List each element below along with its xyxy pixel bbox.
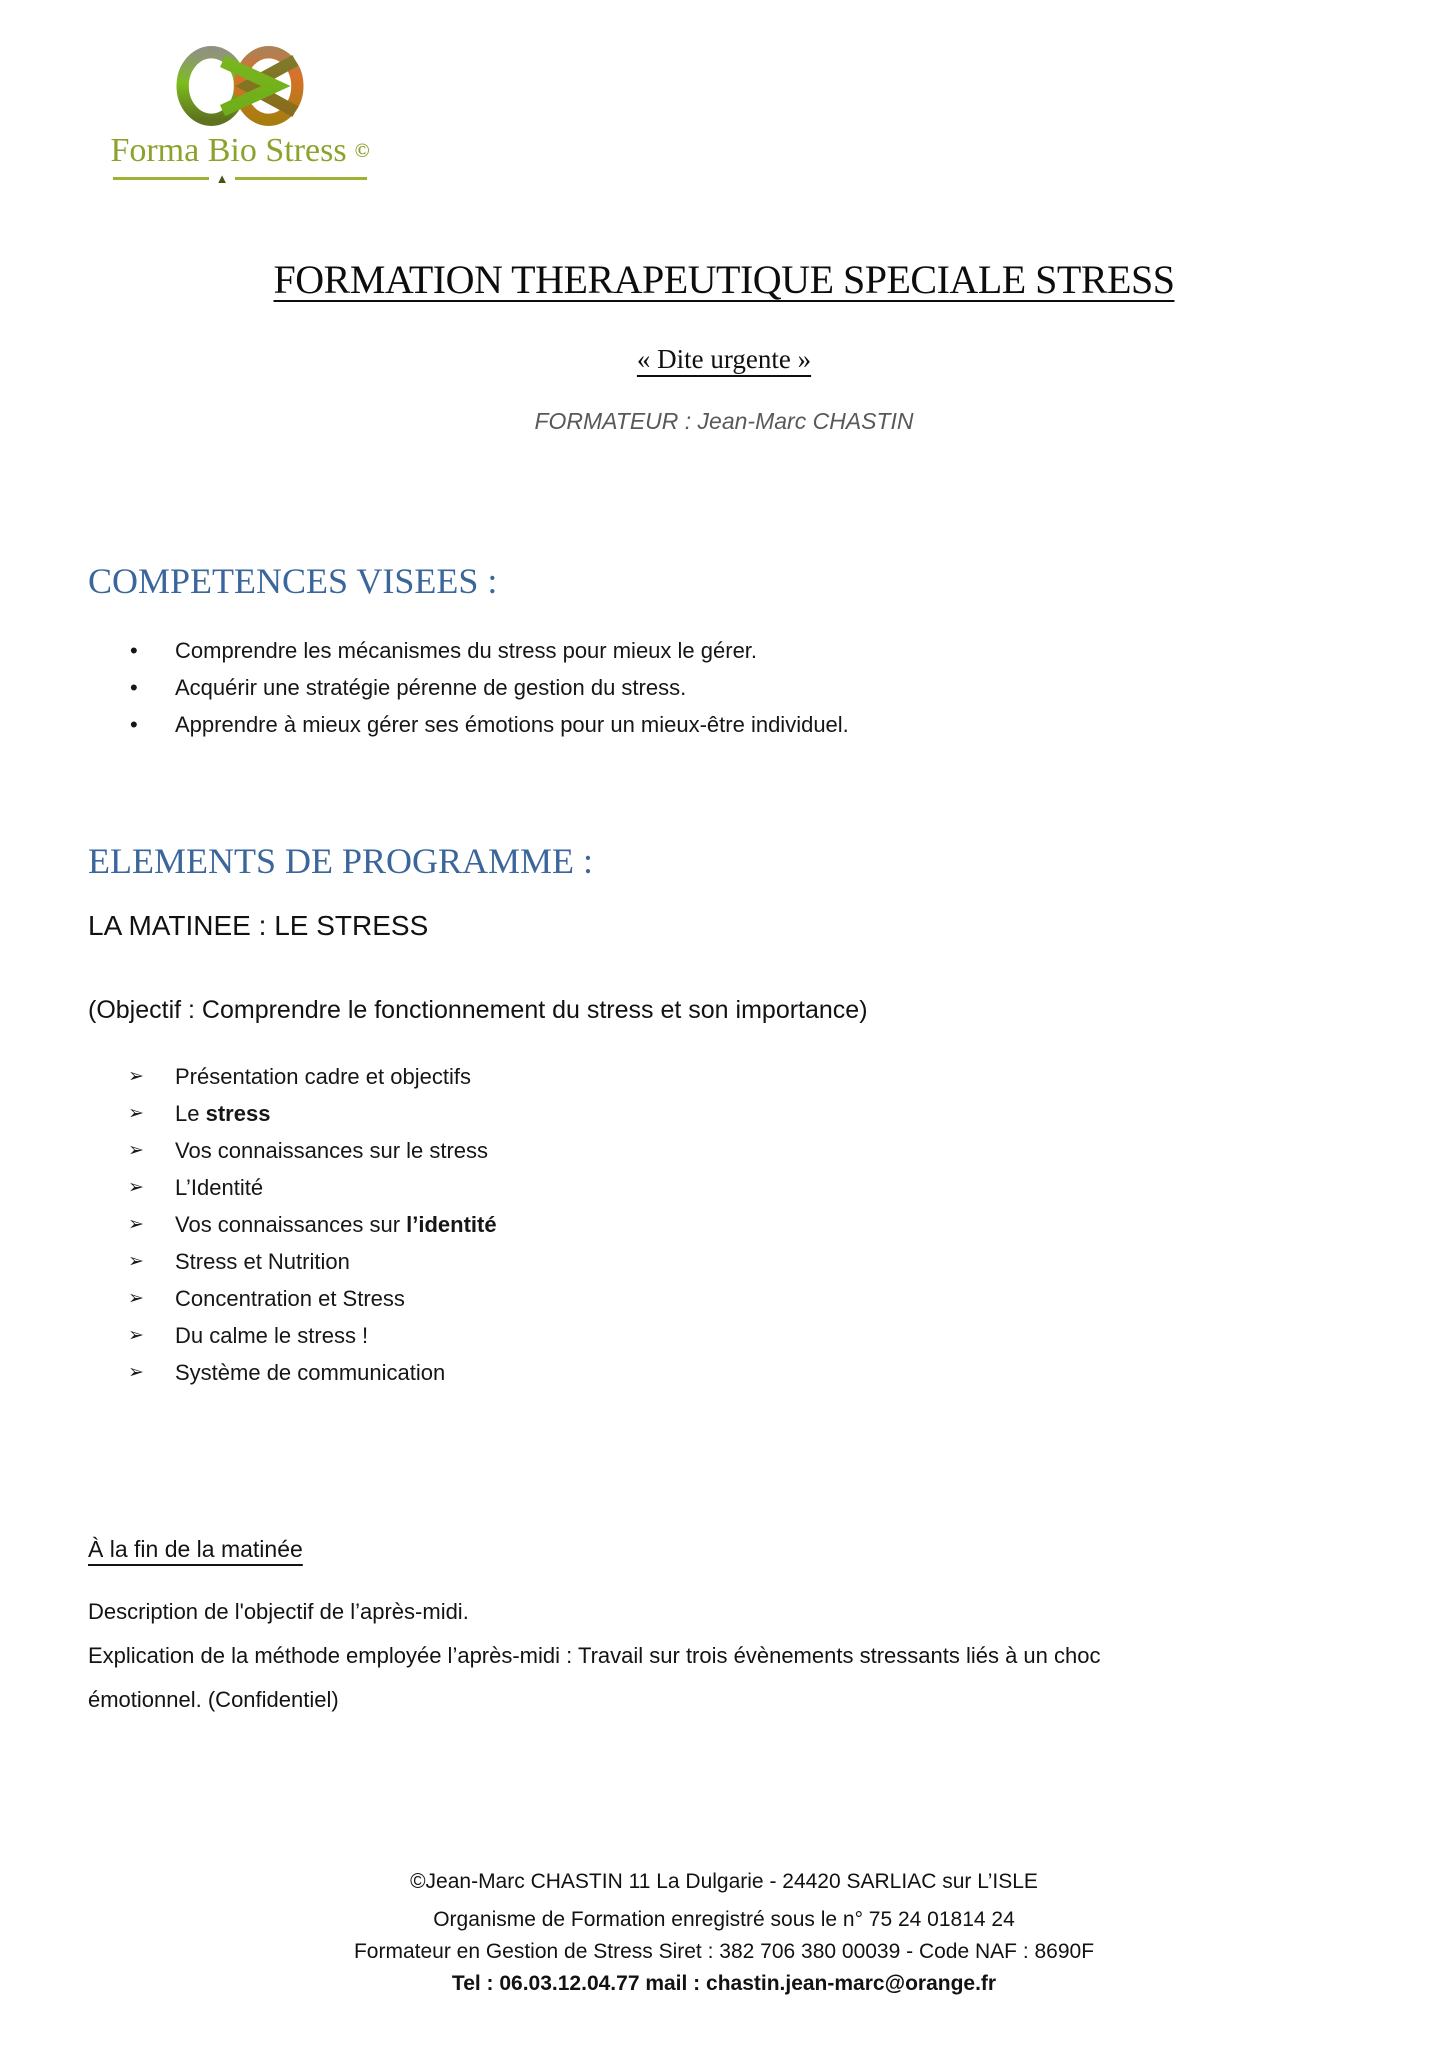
list-item-text: Vos connaissances sur l’identité (175, 1212, 497, 1237)
arrow-bullet-icon: ➢ (128, 1325, 144, 1346)
infinity-loops-icon (174, 44, 306, 128)
trainer-line: FORMATEUR : Jean-Marc CHASTIN (534, 408, 914, 434)
page-title: FORMATION THERAPEUTIQUE SPECIALE STRESS (273, 257, 1175, 302)
copyright-mark: © (354, 140, 370, 162)
arrow-bullet-icon: ➢ (128, 1177, 144, 1198)
footer-contact: Tel : 06.03.12.04.77 mail : chastin.jean-marc@orange.fr (451, 1972, 997, 1995)
list-item-text: Acquérir une stratégie pérenne de gestion du stress. (175, 675, 687, 700)
programme-list (128, 1058, 497, 1391)
arrow-bullet-icon: ➢ (128, 1214, 144, 1235)
list-item (128, 1169, 497, 1206)
footer-line: ©Jean-Marc CHASTIN 11 La Dulgarie - 24420 SARLIAC sur L’ISLE (410, 1870, 1038, 1893)
arrow-bullet-icon: ➢ (128, 1251, 144, 1272)
logo-underline (100, 172, 380, 185)
list-item-text: L’Identité (175, 1175, 264, 1200)
bullet-icon: • (130, 712, 138, 737)
bullet-icon: • (130, 675, 138, 700)
list-item (128, 1058, 497, 1095)
heading-competences: COMPETENCES VISEES : (88, 561, 498, 601)
objective-line: (Objectif : Comprendre le fonctionnement du stress et son importance) (88, 996, 868, 1024)
list-item-text: Du calme le stress ! (175, 1323, 369, 1348)
list-item (128, 1132, 497, 1169)
paragraph-line: Description de l'objectif de l’après-midi. (88, 1599, 469, 1624)
list-item (130, 632, 849, 669)
list-item-text: Système de communication (175, 1360, 446, 1385)
footer (0, 1866, 1448, 2000)
session-title: LA MATINEE : LE STRESS (88, 910, 429, 941)
paragraph-line: Explication de la méthode employée l’après-midi : Travail sur trois évènements stressants liés à un choc (88, 1643, 1101, 1668)
heading-programme: ELEMENTS DE PROGRAMME : (88, 841, 594, 881)
list-item (130, 706, 849, 743)
bullet-icon: • (130, 638, 138, 663)
list-item-text: Apprendre à mieux gérer ses émotions pour un mieux-être individuel. (175, 712, 849, 737)
arrow-bullet-icon: ➢ (128, 1288, 144, 1309)
arrow-bullet-icon: ➢ (128, 1066, 144, 1087)
list-item (128, 1280, 497, 1317)
subtitle: « Dite urgente » (636, 344, 812, 374)
list-item-text: Le stress (175, 1101, 271, 1126)
arrow-bullet-icon: ➢ (128, 1140, 144, 1161)
list-item-text: Vos connaissances sur le stress (175, 1138, 489, 1163)
list-item (128, 1095, 497, 1132)
footer-line: Organisme de Formation enregistré sous le n° 75 24 01814 24 (433, 1908, 1015, 1931)
list-item-text: Concentration et Stress (175, 1286, 405, 1311)
list-item-text: Comprendre les mécanismes du stress pour mieux le gérer. (175, 638, 758, 663)
list-item-text: Présentation cadre et objectifs (175, 1064, 471, 1089)
list-item (128, 1243, 497, 1280)
list-item (128, 1354, 497, 1391)
competences-list (130, 632, 849, 743)
paragraph-line: émotionnel. (Confidentiel) (88, 1687, 339, 1712)
list-item (128, 1317, 497, 1354)
triangle-icon: ▲ (215, 171, 229, 186)
footer-line: Formateur en Gestion de Stress Siret : 382 706 380 00039 - Code NAF : 8690F (353, 1940, 1095, 1963)
fin-matinee-paragraphs (88, 1590, 1380, 1722)
heading-fin-matinee: À la fin de la matinée (88, 1536, 303, 1562)
logo-text: Forma Bio Stress © (110, 132, 370, 169)
arrow-bullet-icon: ➢ (128, 1103, 144, 1124)
logo (100, 44, 380, 185)
arrow-bullet-icon: ➢ (128, 1362, 144, 1383)
list-item-text: Stress et Nutrition (175, 1249, 350, 1274)
list-item (128, 1206, 497, 1243)
list-item (130, 669, 849, 706)
